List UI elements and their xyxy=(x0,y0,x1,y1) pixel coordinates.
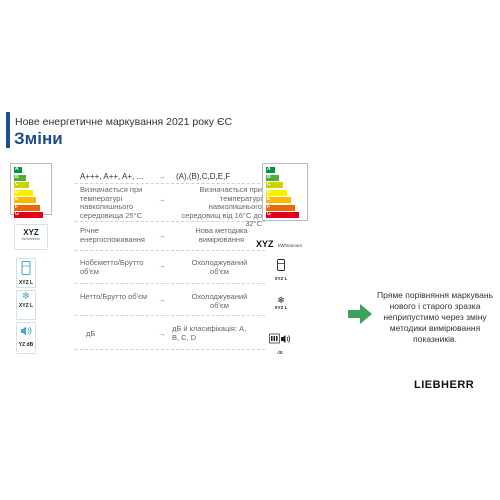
energy-class-bar-a xyxy=(266,167,275,173)
fridge-icon xyxy=(21,261,31,275)
row-arrow: → xyxy=(158,261,166,270)
old-consumption-value: XYZ xyxy=(23,228,39,237)
old-volume-value: XYZ L xyxy=(18,280,34,286)
snowflake-icon: ❄ xyxy=(21,291,31,302)
brand-logo: LIEBHERR xyxy=(414,379,475,391)
new-consumption-value: XYZ xyxy=(256,239,274,249)
row-old-ambient-temp: Визначається при температурі навколишнього середовища 25°C xyxy=(80,185,143,220)
energy-class-letter: G xyxy=(15,211,19,217)
energy-class-letter: B xyxy=(267,173,271,180)
row-arrow: → xyxy=(158,172,166,181)
page-title: Зміни xyxy=(14,129,63,148)
energy-class-letter: A xyxy=(15,166,19,172)
energy-class-letter: D xyxy=(15,188,19,195)
row-divider xyxy=(75,250,265,251)
row-divider xyxy=(75,183,265,184)
old-noise-value: YZ dB xyxy=(18,342,34,348)
energy-class-bar-g xyxy=(14,212,43,218)
new-energy-consumption xyxy=(256,234,302,252)
energy-class-bar-b xyxy=(14,175,26,181)
energy-class-bar-e xyxy=(266,197,291,203)
old-energy-scale xyxy=(14,167,48,220)
old-freezer-value: XYZ L xyxy=(18,303,34,309)
new-volume-icon xyxy=(270,258,292,281)
row-arrow: → xyxy=(158,231,166,240)
row-old-freezer-volume: Нетто/Брутто об'єм xyxy=(80,292,148,301)
energy-class-bar-f xyxy=(266,205,295,211)
green-arrow-icon xyxy=(347,303,373,330)
energy-class-bar-b xyxy=(266,175,279,181)
old-noise-icon xyxy=(16,322,36,354)
row-new-ambient-temp: Визначається при температурі навколишнього середовищ від 16°C до 32°C xyxy=(181,185,262,228)
row-old-noise: дБ xyxy=(86,329,96,338)
energy-class-letter: B xyxy=(15,173,19,180)
row-old-volume: Нобєметто/Брутто об'єм xyxy=(80,258,144,276)
old-consumption-unit: kWh/annum xyxy=(21,237,41,241)
energy-class-bar-d xyxy=(14,190,33,196)
row-arrow: → xyxy=(158,295,166,304)
old-energy-label xyxy=(10,163,52,215)
new-volume-value: XYZ L xyxy=(274,276,288,281)
new-consumption-unit: kWh/annum xyxy=(277,243,302,248)
row-arrow: → xyxy=(158,329,166,338)
row-old-consumption: Річне енергоспоживання xyxy=(80,226,145,244)
energy-class-bar-c xyxy=(14,182,29,188)
row-divider xyxy=(75,349,265,350)
new-freezer-value: XYZ L xyxy=(274,305,288,310)
speaker-icon xyxy=(20,325,32,337)
energy-class-letter: F xyxy=(15,203,19,210)
new-noise-value: dB xyxy=(277,350,283,355)
energy-class-bar-f xyxy=(14,205,40,211)
new-energy-scale xyxy=(266,167,304,220)
energy-class-letter: G xyxy=(267,211,271,217)
new-noise-icon xyxy=(268,332,292,355)
row-new-freezer-volume: Охолоджуваний об'єм xyxy=(191,292,248,310)
energy-class-letter: F xyxy=(267,203,271,210)
row-new-energy-classes: (A),(B),C,D,E,F xyxy=(176,172,231,181)
old-energy-consumption-icon xyxy=(14,224,48,250)
fridge-icon xyxy=(277,259,285,271)
row-new-consumption: Нова методика вимірювання xyxy=(195,226,248,244)
energy-class-letter: C xyxy=(15,181,19,187)
row-new-noise: дБ й класифікація: A, B, C, D xyxy=(172,324,247,342)
row-old-energy-classes: A+++, A++, A+, ... xyxy=(80,172,144,181)
energy-class-letter: D xyxy=(267,188,271,195)
row-arrow: → xyxy=(158,195,166,204)
energy-class-letter: C xyxy=(267,181,271,187)
new-energy-label xyxy=(262,163,308,221)
energy-class-bar-d xyxy=(266,190,287,196)
energy-class-letter: E xyxy=(15,196,19,202)
old-volume-icon xyxy=(16,258,36,288)
comparison-note: Пряме порівняння маркувань нового і старого зразка неприпустимо через зміну методики вимірювання показників. xyxy=(376,290,494,344)
speaker-icon xyxy=(269,333,291,345)
energy-class-bar-g xyxy=(266,212,299,218)
energy-class-bar-c xyxy=(266,182,283,188)
row-divider xyxy=(75,315,265,316)
new-freezer-icon xyxy=(270,295,292,310)
title-accent-bar xyxy=(6,112,10,148)
energy-class-letter: E xyxy=(267,196,271,202)
page-subtitle: Нове енергетичне маркування 2021 року ЄС xyxy=(15,116,233,128)
row-new-volume: Охолоджуваний об'єм xyxy=(191,258,248,276)
row-divider xyxy=(75,283,265,284)
energy-class-bar-e xyxy=(14,197,36,203)
snowflake-icon: ❄ xyxy=(277,295,285,305)
old-freezer-icon xyxy=(16,290,36,320)
energy-class-bar-a xyxy=(14,167,22,173)
energy-class-letter: A xyxy=(267,166,271,172)
